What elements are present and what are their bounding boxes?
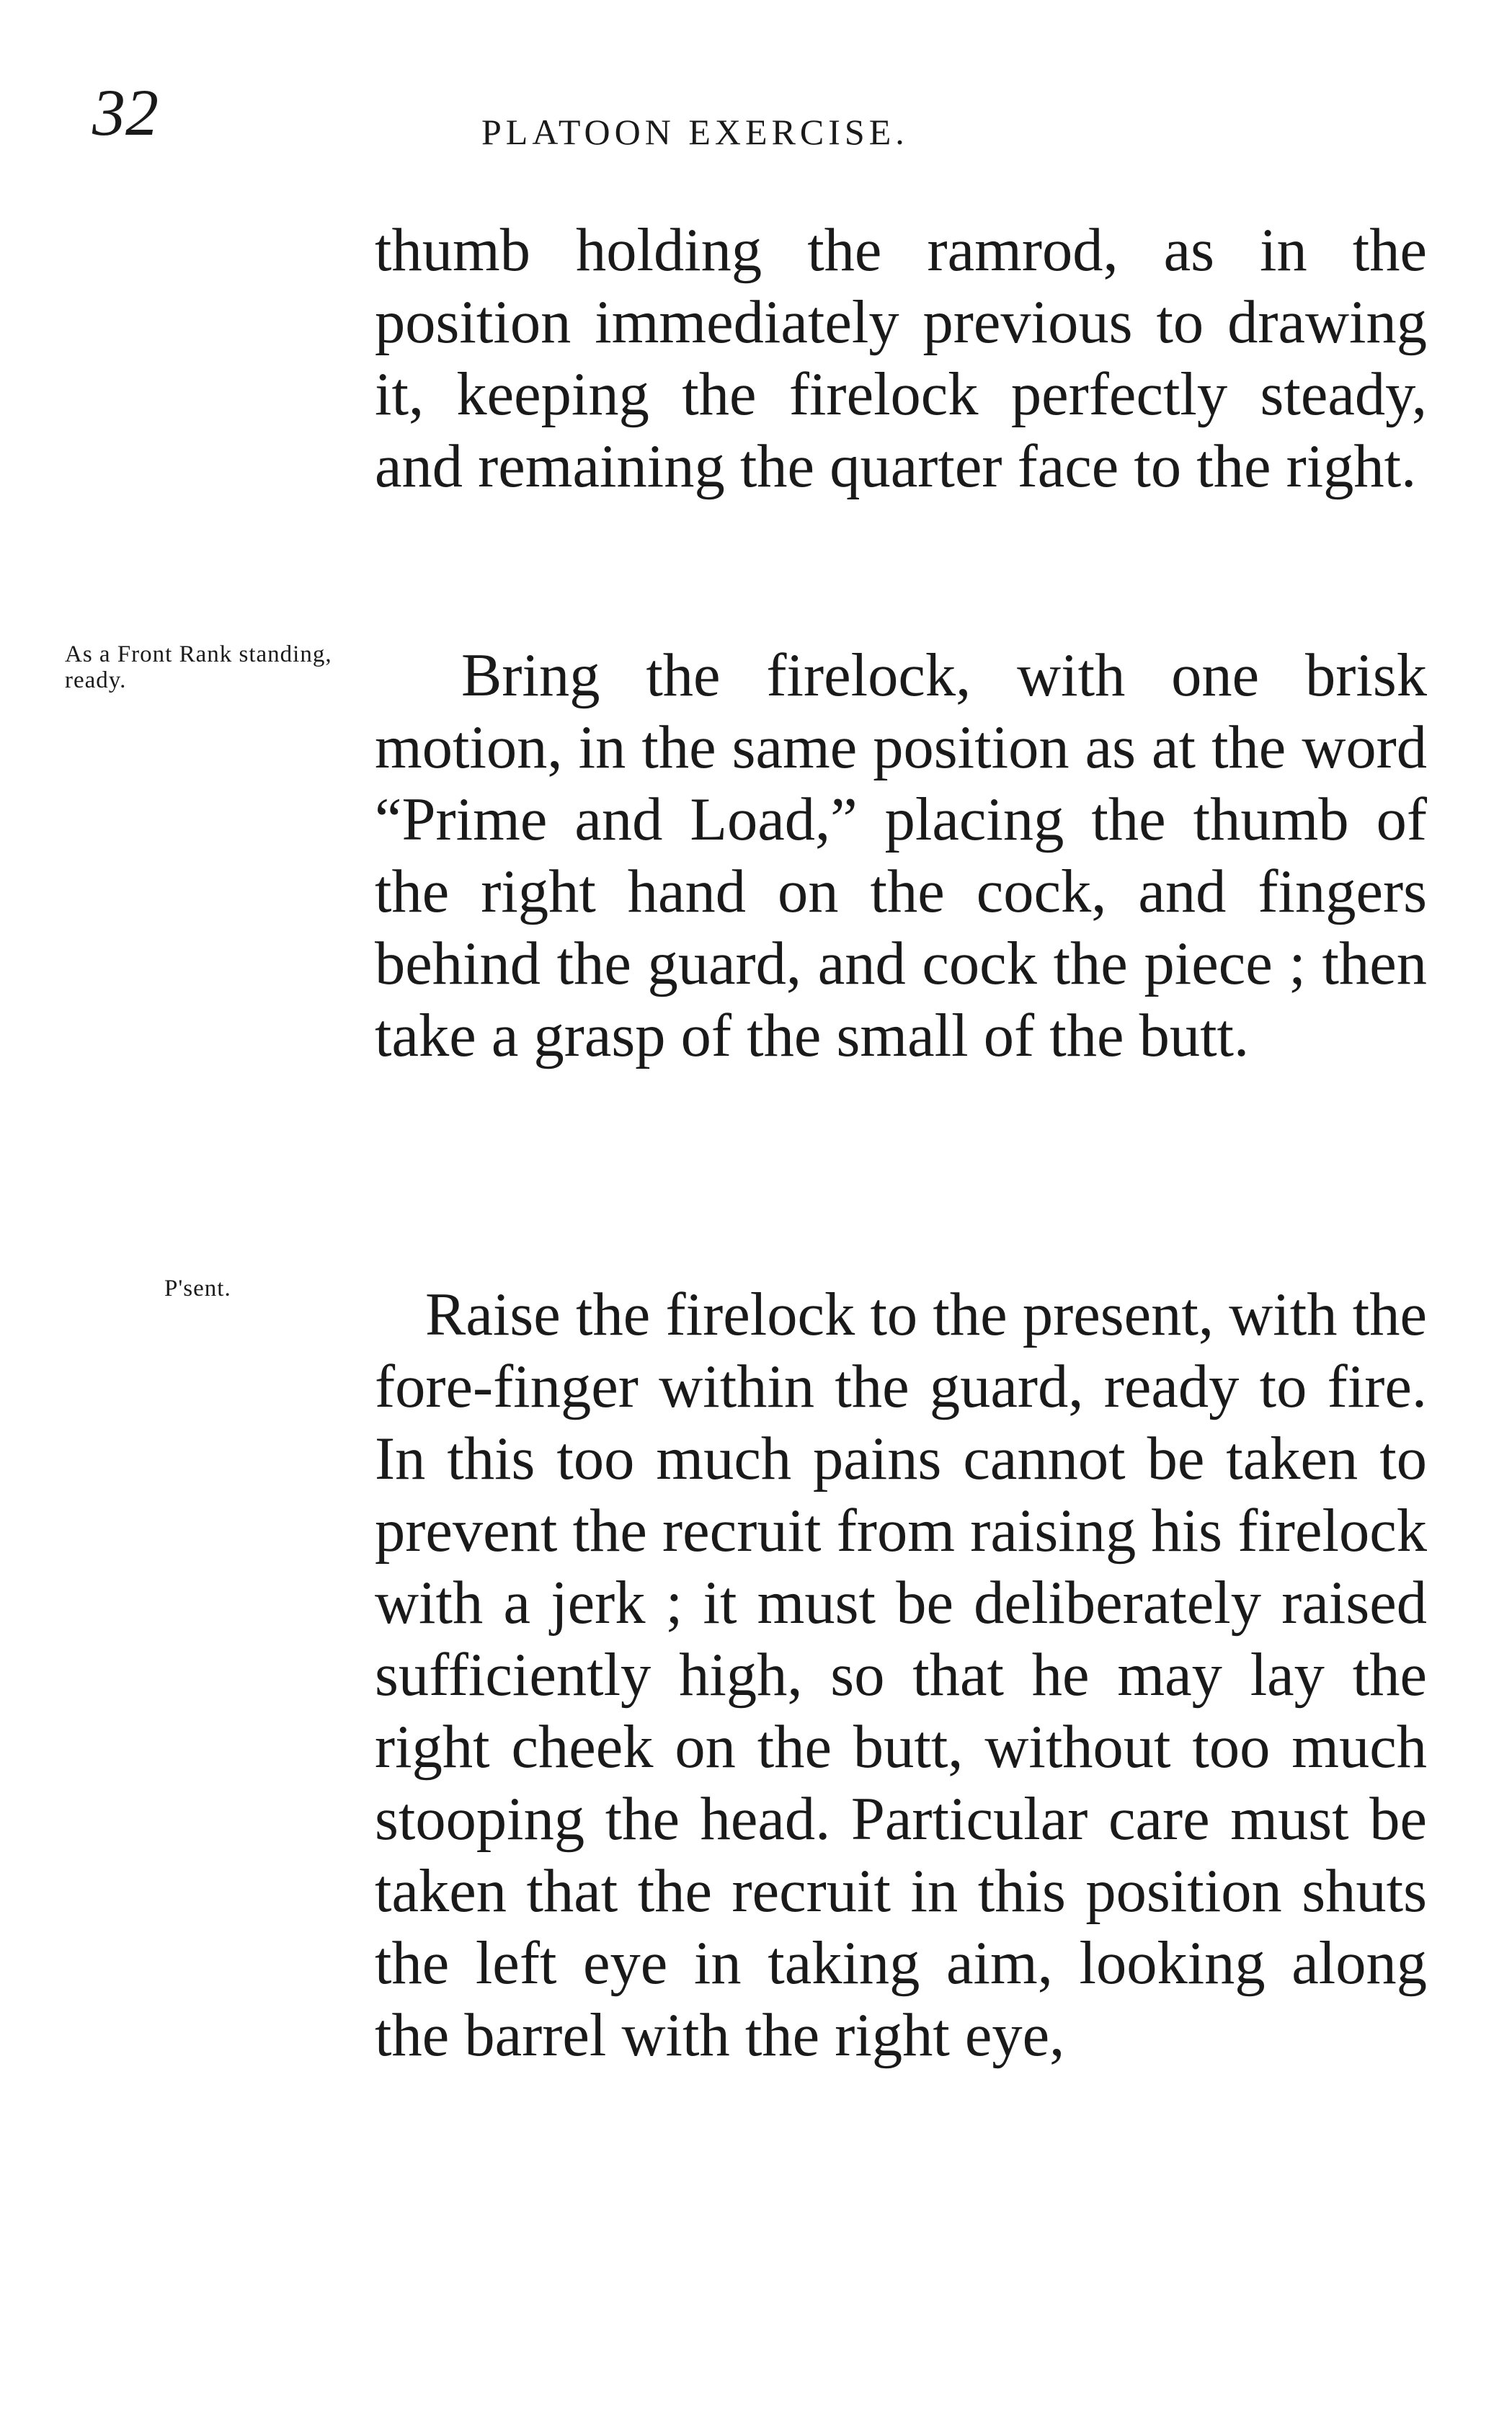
paragraph-3: Raise the firelock to the present, with the fore-finger within the guard, ready to fire. In this too much pains cannot be taken to prevent the recruit from raising his firelock with a jerk ; it must be deliberately raised sufficiently high, so that he may lay the right cheek on the butt, without too much stooping the head. Particular care must be taken that the recruit in this position shuts the left eye in taking aim, looking along the barrel with the right eye,: [375, 1281, 1427, 2069]
page-number: 32: [92, 76, 159, 149]
paragraph-2: Bring the firelock, with one brisk motion, in the same position as at the word “Prime and Load,” placing the thumb of the right hand on the cock, and fingers behind the guard, and cock the piece ; then take a grasp of the small of the butt.: [375, 642, 1427, 1069]
running-head: PLATOON EXERCISE.: [481, 112, 909, 152]
margin-note-front-rank: As a Front Rank standing, ready.: [65, 641, 332, 693]
paragraph-1: thumb holding the ramrod, as in the position immediately previous to drawing it, keeping the firelock perfectly steady, and remaining the quarter face to the right.: [375, 217, 1427, 500]
margin-note-present: P'sent.: [164, 1276, 231, 1302]
